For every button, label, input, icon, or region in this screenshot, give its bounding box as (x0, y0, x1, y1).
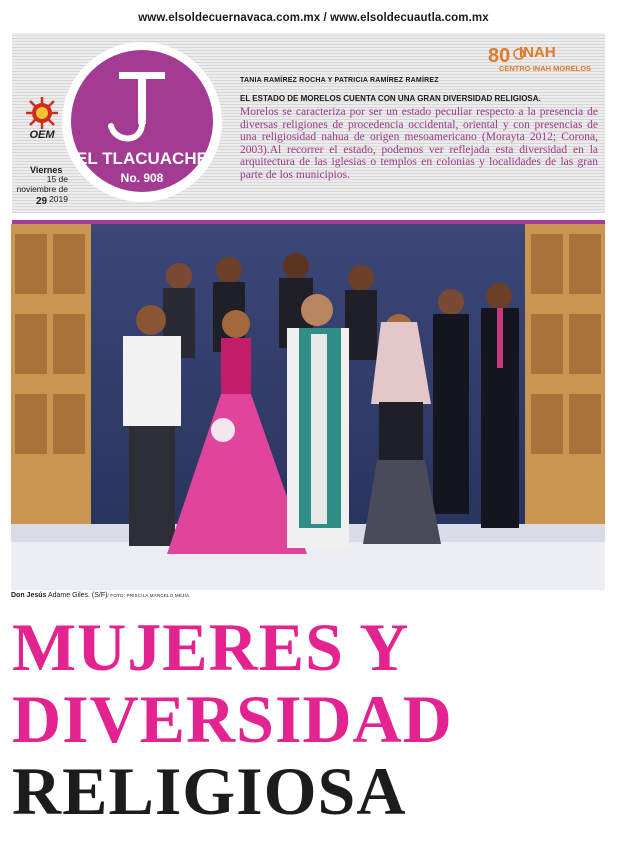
caption-credit: / FOTO: PRISCILA MARCELO MEJÍA. (107, 593, 191, 598)
inah-label: INAH (519, 44, 556, 61)
sun-icon (21, 96, 63, 130)
caption-text: Adame Giles. (S/F) (46, 592, 108, 599)
page-number: 29 (36, 196, 48, 207)
headline-line-3: RELIGIOSA (12, 753, 407, 829)
lead-body: Morelos se caracteriza por ser un estado peculiar respecto a la presencia de diversas religiones de procedencia occidental, oriental y con presencias de una religiosidad nahua de origen mesoamericano (Morayta 2012; Corona, 2003).Al recorrer el estado, podemos ver reflejada esta diversidad en la arquitectura de las iglesias o templos en colonias y localidades de las gran parte de los municipios. (240, 106, 598, 181)
oem-label: OEM (29, 129, 55, 141)
tlacuache-glyph-icon (71, 50, 213, 150)
caption-name: Don Jesús (11, 592, 47, 599)
inah-subtitle: CENTRO INAH MORELOS (498, 64, 592, 73)
lead-title: EL ESTADO DE MORELOS CUENTA CON UNA GRAN DIVERSIDAD RELIGIOSA. (240, 94, 541, 103)
article-authors: TANIA RAMÍREZ ROCHA Y PATRICIA RAMÍREZ RAMÍREZ (240, 77, 439, 84)
headline-line-2: DIVERSIDAD (12, 681, 453, 757)
issue-day: Viernes (30, 165, 63, 175)
issue-number: No. 908 (120, 171, 164, 185)
site-urls[interactable]: www.elsoldecuernavaca.com.mx / www.elsoldecuautla.com.mx (138, 12, 489, 24)
tlacuache-logo (71, 50, 213, 192)
publication-name: EL TLACUACHE (76, 149, 208, 168)
issue-date: 15 de noviembre de 2019 (16, 174, 68, 204)
group-photo (11, 224, 605, 590)
headline-line-1: MUJERES Y (12, 609, 410, 685)
svg-text:80: 80 (488, 45, 511, 67)
photo-caption (11, 592, 191, 599)
photo-illustration (11, 224, 605, 590)
